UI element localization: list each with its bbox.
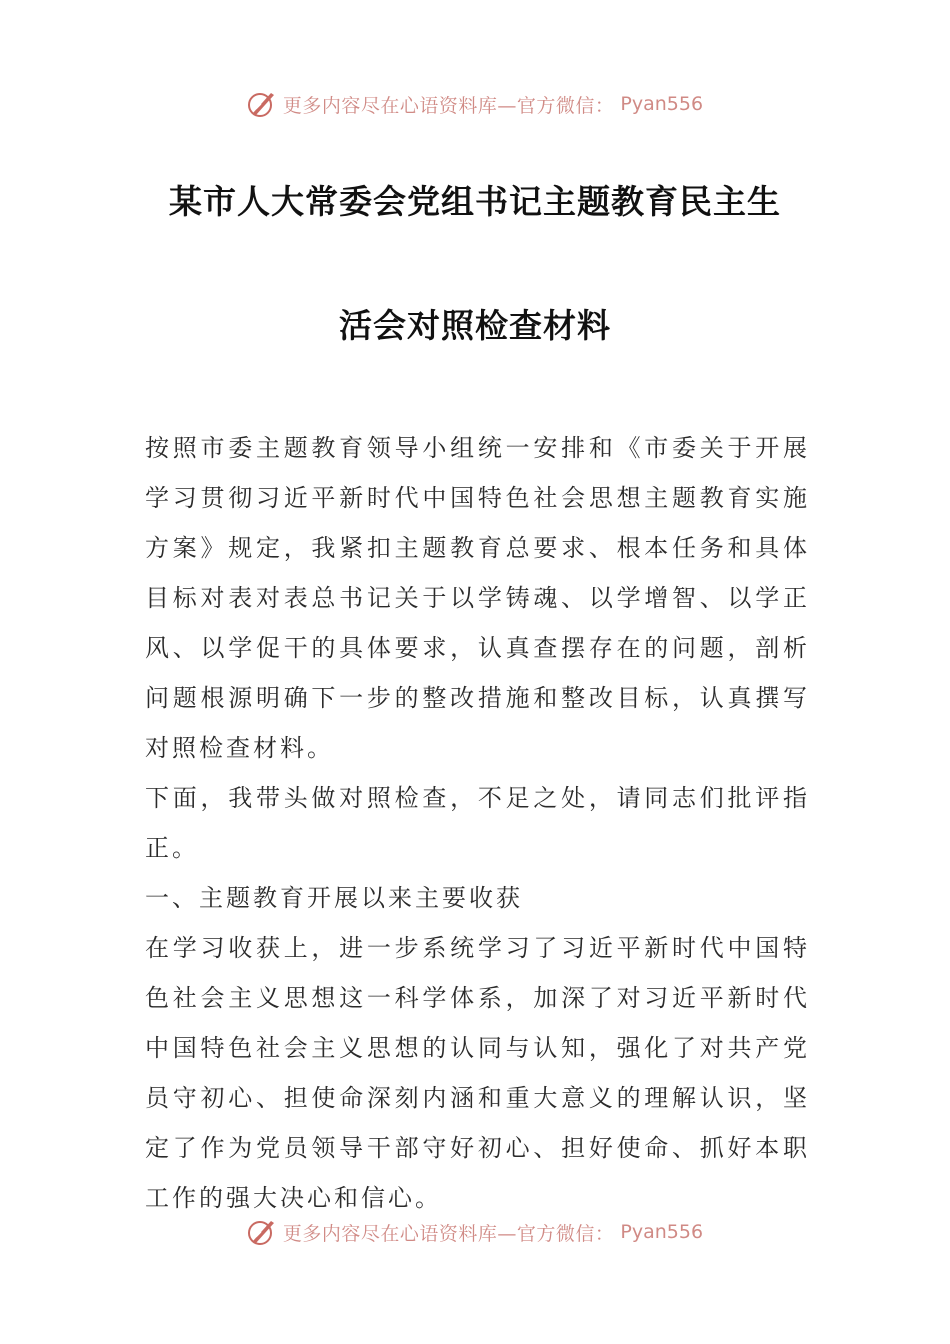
document-title-line-2: 活会对照检查材料 [339,306,611,345]
watermark-text: 更多内容尽在心语资料库—官方微信： [282,1222,615,1245]
quill-logo-icon [247,89,277,119]
paragraph-learning-gains: 在学习收获上，进一步系统学习了习近平新时代中国特色社会主义思想这一科学体系，加深了对习近平新时代中国特色社会主义思想的认同与认知，强化了对共产党员守初心、担使命深刻内涵和重大意义的理解认识，坚定了作为党员领导干部守好初心、担好使命、抓好本职工作的强大决心和信心。 [145,934,810,1212]
watermark-wechat-id: Pyan556 [620,1221,704,1243]
watermark-header [0,84,950,124]
watermark-wechat-id: Pyan556 [620,93,704,115]
document-body [145,423,810,1223]
quill-logo-icon [247,1217,277,1247]
section-heading-1: 一、主题教育开展以来主要收获 [145,884,523,912]
watermark-footer [0,1212,950,1252]
paragraph-intro: 按照市委主题教育领导小组统一安排和《市委关于开展学习贯彻习近平新时代中国特色社会思想主题教育实施方案》规定，我紧扣主题教育总要求、根本任务和具体目标对表对表总书记关于以学铸魂、以学增智、以学正风、以学促干的具体要求，认真查摆存在的问题，剖析问题根源明确下一步的整改措施和整改目标，认真撰写对照检查材料。 [145,434,810,762]
paragraph-opening: 下面，我带头做对照检查，不足之处，请同志们批评指正。 [145,784,810,862]
document-title-line-1: 某市人大常委会党组书记主题教育民主生 [169,182,781,221]
watermark-text: 更多内容尽在心语资料库—官方微信： [282,94,615,117]
